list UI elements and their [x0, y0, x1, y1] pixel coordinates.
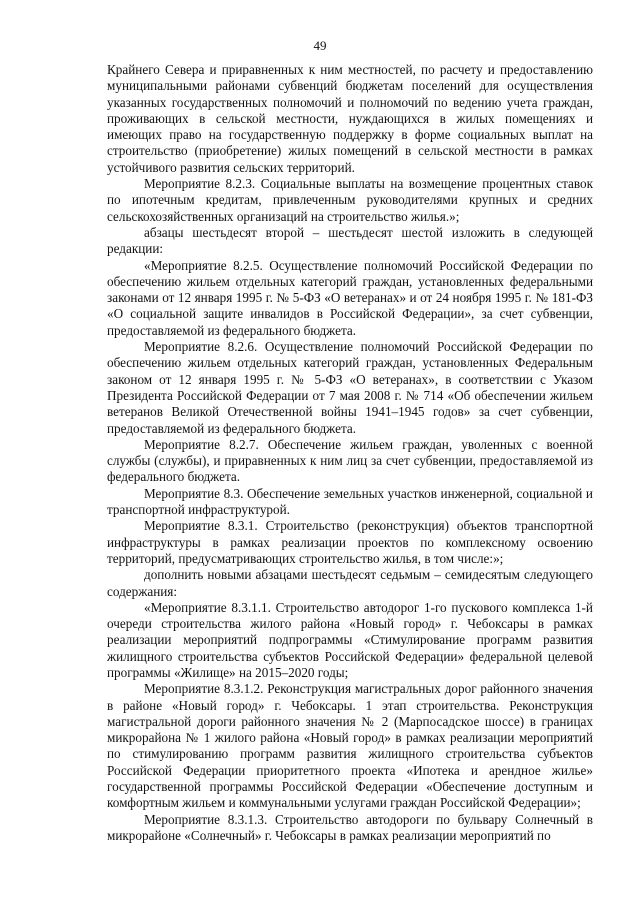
paragraph: Мероприятие 8.3. Обеспечение земельных участков инженерной, социальной и транспортной инфраструктурой. — [107, 485, 593, 518]
paragraph: Крайнего Севера и приравненных к ним местностей, по расчету и предоставлению муниципальными районами субвенций бюджетам поселений для осуществления указанных государственных полномочий и полномочий по ведению учета граждан, проживающих в сельской местности, нуждающихся в жилых помещениях и имеющих право на государственную поддержку в форме социальных выплат на строительство (приобретение) жилых помещений в сельской местности в рамках устойчивого развития сельских территорий. — [107, 62, 593, 175]
paragraph: абзацы шестьдесят второй – шестьдесят шестой изложить в следующей редакции: — [107, 224, 593, 257]
paragraph: Мероприятие 8.2.7. Обеспечение жильем граждан, уволенных с военной службы (службы), и приравненных к ним лиц за счет субвенции, предоставляемой из федерального бюджета. — [107, 436, 593, 485]
paragraph: Мероприятие 8.2.6. Осуществление полномочий Российской Федерации по обеспечению жильем отдельных категорий граждан, установленных Федеральным законом от 12 января 1995 г. № 5-ФЗ «О ветеранах», в соответствии с Указом Президента Российской Федерации от 7 мая 2008 г. № 714 «Об обеспечении жильем ветеранов Великой Отечественной войны 1941–1945 годов» за счет субвенции, предоставляемой из федерального бюджета. — [107, 339, 593, 436]
body-text — [107, 62, 593, 844]
paragraph: дополнить новыми абзацами шестьдесят седьмым – семидесятым следующего содержания: — [107, 567, 593, 599]
paragraph: Мероприятие 8.2.3. Социальные выплаты на возмещение процентных ставок по ипотечным кредитам, привлеченным руководителями крупных и средних сельскохозяйственных организаций на строительство жилья.»; — [107, 176, 593, 224]
paragraph: Мероприятие 8.3.1.3. Строительство автодороги по бульвару Солнечный в микрорайоне «Солнечный» г. Чебоксары в рамках реализации мероприятий по — [107, 811, 593, 843]
paragraph: Мероприятие 8.3.1.2. Реконструкция магистральных дорог районного значения в районе «Новый город» г. Чебоксары. 1 этап строительства. Реконструкция магистральной дороги районного значения № 2 (Марпосадское шоссе) в границах микрорайона № 1 жилого района «Новый город» в рамках реализации мероприятий по стимулированию программ развития жилищного строительства субъектов Российской Федерации приоритетного проекта «Ипотека и арендное жилье» государственной программы Российской Федерации «Обеспечение доступным и комфортным жильем и коммунальными услугами граждан Российской Федерации»; — [107, 681, 593, 811]
paragraph: Мероприятие 8.3.1. Строительство (реконструкция) объектов транспортной инфраструктуры в рамках реализации проектов по комплексному освоению территорий, предусматривающих строительство жилья, в том числе:»; — [107, 518, 593, 566]
paragraph: «Мероприятие 8.3.1.1. Строительство автодорог 1-го пускового комплекса 1-й очереди строительства жилого района «Новый город» г. Чебоксары в рамках реализации мероприятий подпрограммы «Стимулирование программ развития жилищного строительства субъектов Российской Федерации» федеральной целевой программы «Жилище» на 2015–2020 годы; — [107, 599, 593, 680]
paragraph: «Мероприятие 8.2.5. Осуществление полномочий Российской Федерации по обеспечению жильем отдельных категорий граждан, установленных федеральными законами от 12 января 1995 г. № 5-ФЗ «О ветеранах» и от 24 ноября 1995 г. № 181-ФЗ «О социальной защите инвалидов в Российской Федерации», за счет субвенции, предоставляемой из федерального бюджета. — [107, 257, 593, 338]
page-number: 49 — [313, 38, 327, 53]
